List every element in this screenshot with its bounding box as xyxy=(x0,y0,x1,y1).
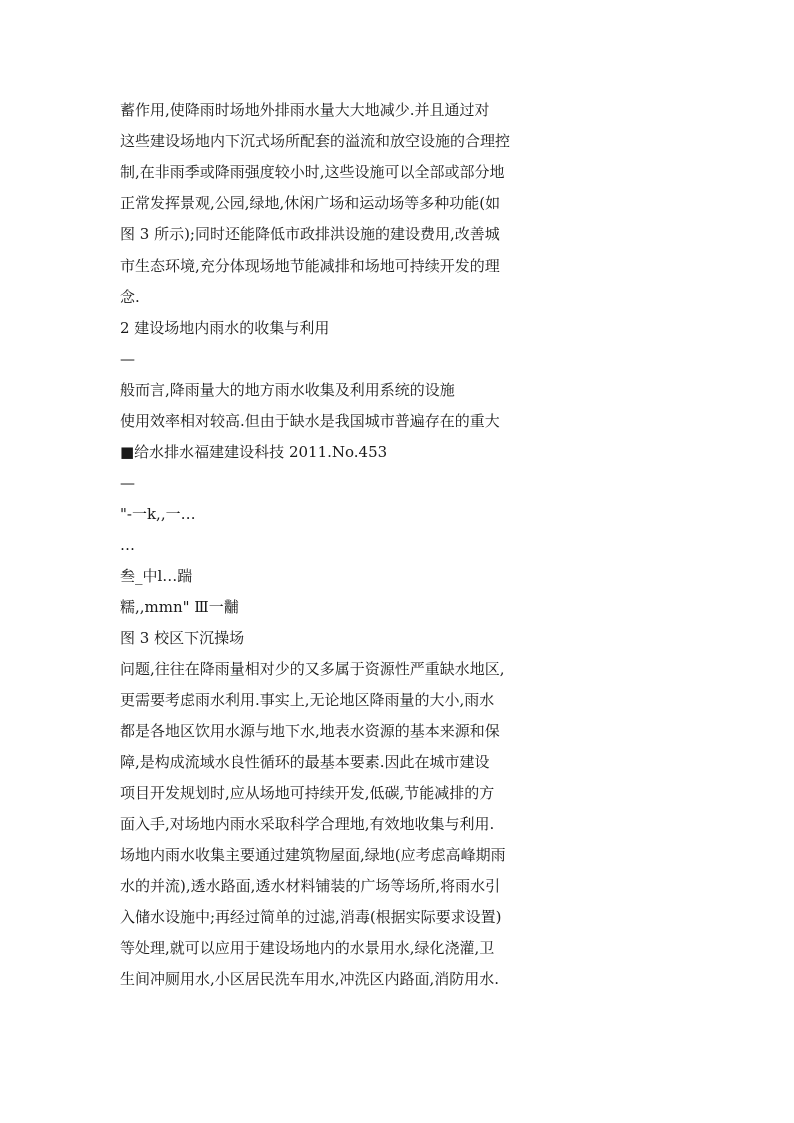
text-line: 入储水设施中;再经过简单的过滤,消毒(根据实际要求设置) xyxy=(120,908,502,926)
text-line: 场地内雨水收集主要通过建筑物屋面,绿地(应考虑高峰期雨 xyxy=(120,846,506,864)
ocr-artifact-line: 叁_中l…踹 xyxy=(120,567,193,585)
text-line: 水的并流),透水路面,透水材料铺装的广场等场所,将雨水引 xyxy=(120,877,501,895)
text-line: 都是各地区饮用水源与地下水,地表水资源的基本来源和保 xyxy=(120,722,500,740)
ocr-artifact-line: … xyxy=(120,536,135,554)
text-line: 正常发挥景观,公园,绿地,休闲广场和运动场等多种功能(如 xyxy=(120,194,501,212)
text-line: 市生态环境,充分体现场地节能减排和场地可持续开发的理 xyxy=(120,257,500,275)
text-line: 念. xyxy=(120,288,140,306)
text-line: — xyxy=(120,474,135,492)
section-heading: 2 建设场地内雨水的收集与利用 xyxy=(120,319,330,337)
ocr-artifact-line: 糯,,mmn" Ⅲ一黼 xyxy=(120,598,239,616)
text-line: 这些建设场地内下沉式场所配套的溢流和放空设施的合理控 xyxy=(120,132,511,150)
text-line: 等处理,就可以应用于建设场地内的水景用水,绿化浇灌,卫 xyxy=(120,939,495,957)
text-line: 面入手,对场地内雨水采取科学合理地,有效地收集与利用. xyxy=(120,815,495,833)
journal-footer: ■给水排水福建建设科技 2011.No.453 xyxy=(120,443,388,461)
text-line: 更需要考虑雨水利用.事实上,无论地区降雨量的大小,雨水 xyxy=(120,691,495,709)
text-line: 蓄作用,使降雨时场地外排雨水量大大地减少.并且通过对 xyxy=(120,101,490,119)
text-line: 般而言,降雨量大的地方雨水收集及利用系统的设施 xyxy=(120,381,455,399)
figure-caption: 图 3 校区下沉操场 xyxy=(120,629,245,647)
text-line: 使用效率相对较高.但由于缺水是我国城市普遍存在的重大 xyxy=(120,412,500,430)
text-line: 问题,往往在降雨量相对少的又多属于资源性严重缺水地区, xyxy=(120,660,505,678)
text-line: 图 3 所示);同时还能降低市政排洪设施的建设费用,改善城 xyxy=(120,225,500,243)
text-line: 制,在非雨季或降雨强度较小时,这些设施可以全部或部分地 xyxy=(120,163,505,181)
text-line: 障,是构成流域水良性循环的最基本要素.因此在城市建设 xyxy=(120,753,490,771)
text-line: 项目开发规划时,应从场地可持续开发,低碳,节能减排的方 xyxy=(120,784,495,802)
ocr-artifact-line: "-一k,,一… xyxy=(120,505,196,523)
text-line: — xyxy=(120,350,135,368)
text-line: 生间冲厕用水,小区居民洗车用水,冲洗区内路面,消防用水. xyxy=(120,970,500,988)
